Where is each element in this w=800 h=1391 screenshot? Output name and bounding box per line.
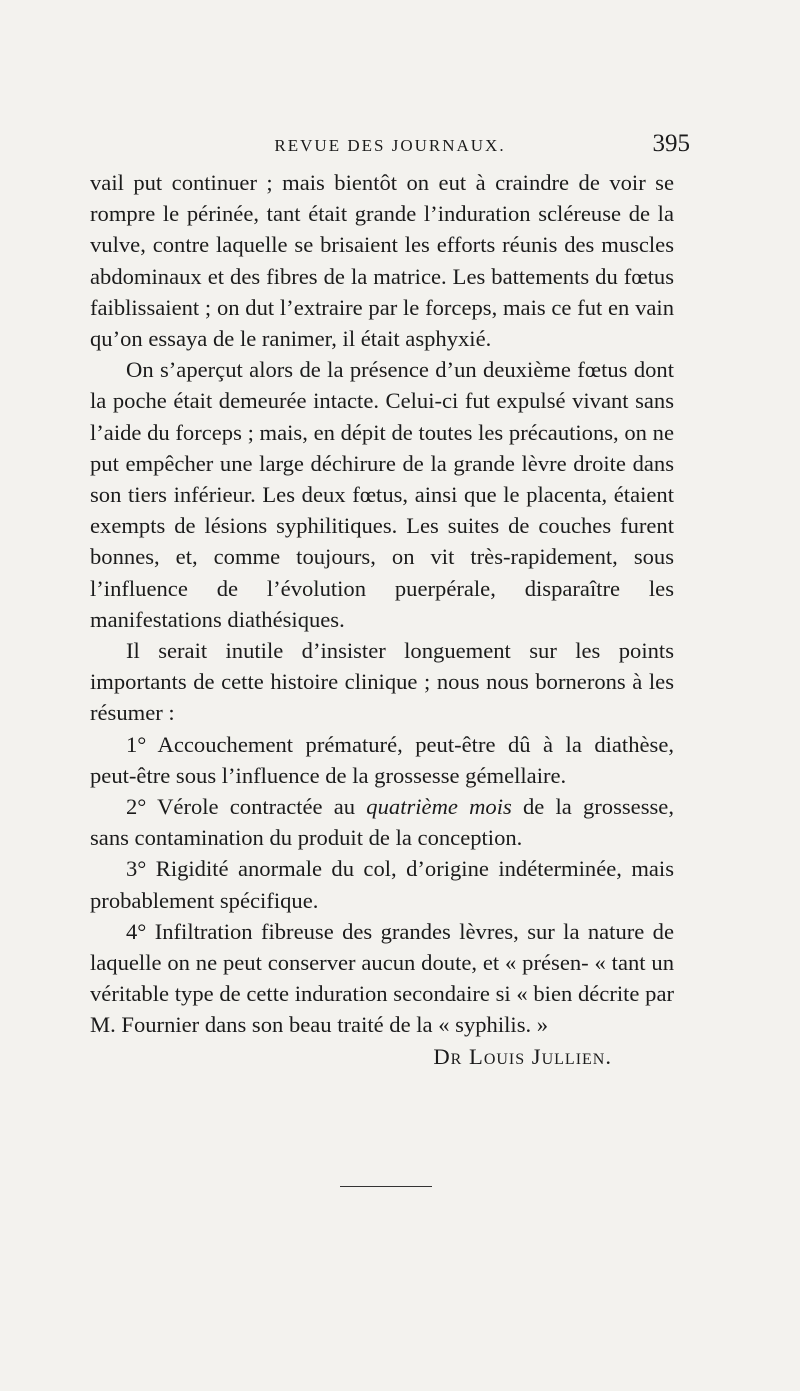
summary-item-3: 3° Rigidité anormale du col, d’origine indéterminée, mais probablement spécifique. [90,856,674,913]
summary-item-4: 4° Infiltration fibreuse des grandes lèvres, sur la nature de laquelle on ne peut conserver aucun doute, et « présen- « tant un véritable type de cette induration secondaire si « bien décrite par M. Fournier dans son beau traité de la « syphilis. » [90,918,674,1038]
running-head: REVUE DES JOURNAUX. [274,136,506,155]
summary-item-1: 1° Accouchement prématuré, peut-être dû à la diathèse, peut-être sous l’influence de la grossesse gémellaire. [90,731,674,788]
emphasis-quatrieme-mois: quatrième mois [366,794,512,820]
page-number: 395 [652,130,690,157]
page-header [90,132,690,162]
paragraph-3: Il serait inutile d’insister longuement sur les points importants de cette histoire clinique ; nous nous bornerons à les résumer : [90,638,674,726]
body-text [90,167,674,1072]
signature-title: Dr [433,1043,463,1069]
author-signature [90,1041,674,1072]
paragraph-2: On s’aperçut alors de la présence d’un deuxième fœtus dont la poche était demeurée intacte. Celui-ci fut expulsé vivant sans l’aide du forceps ; mais, en dépit de toutes les précautions, on ne put empêcher une large déchirure de la grande lèvre droite dans son tiers inférieur. Les deux fœtus, ainsi que le placenta, étaient exempts de lésions syphilitiques. Les suites de couches furent bonnes, et, comme toujours, on vit très-rapidement, sous l’influence de l’évolution puerpérale, disparaître les manifestations diathésiques. [90,357,674,632]
signature-name: Louis Jullien. [469,1043,612,1069]
paragraph-1: vail put continuer ; mais bientôt on eut à craindre de voir se rompre le périnée, tant était grande l’induration scléreuse de la vulve, contre laquelle se brisaient les efforts réunis des muscles abdominaux et des fibres de la matrice. Les battements du fœtus faiblissaient ; on dut l’extraire par le forceps, mais ce fut en vain qu’on essaya de le ranimer, il était asphyxié. [90,170,674,352]
closing-rule [340,1186,432,1187]
summary-item-2-after: de la grossesse, sans contamination du produit de la conception. [90,794,674,851]
summary-item-2 [90,791,674,853]
summary-item-2-before: 2° Vérole contractée au [126,794,367,820]
